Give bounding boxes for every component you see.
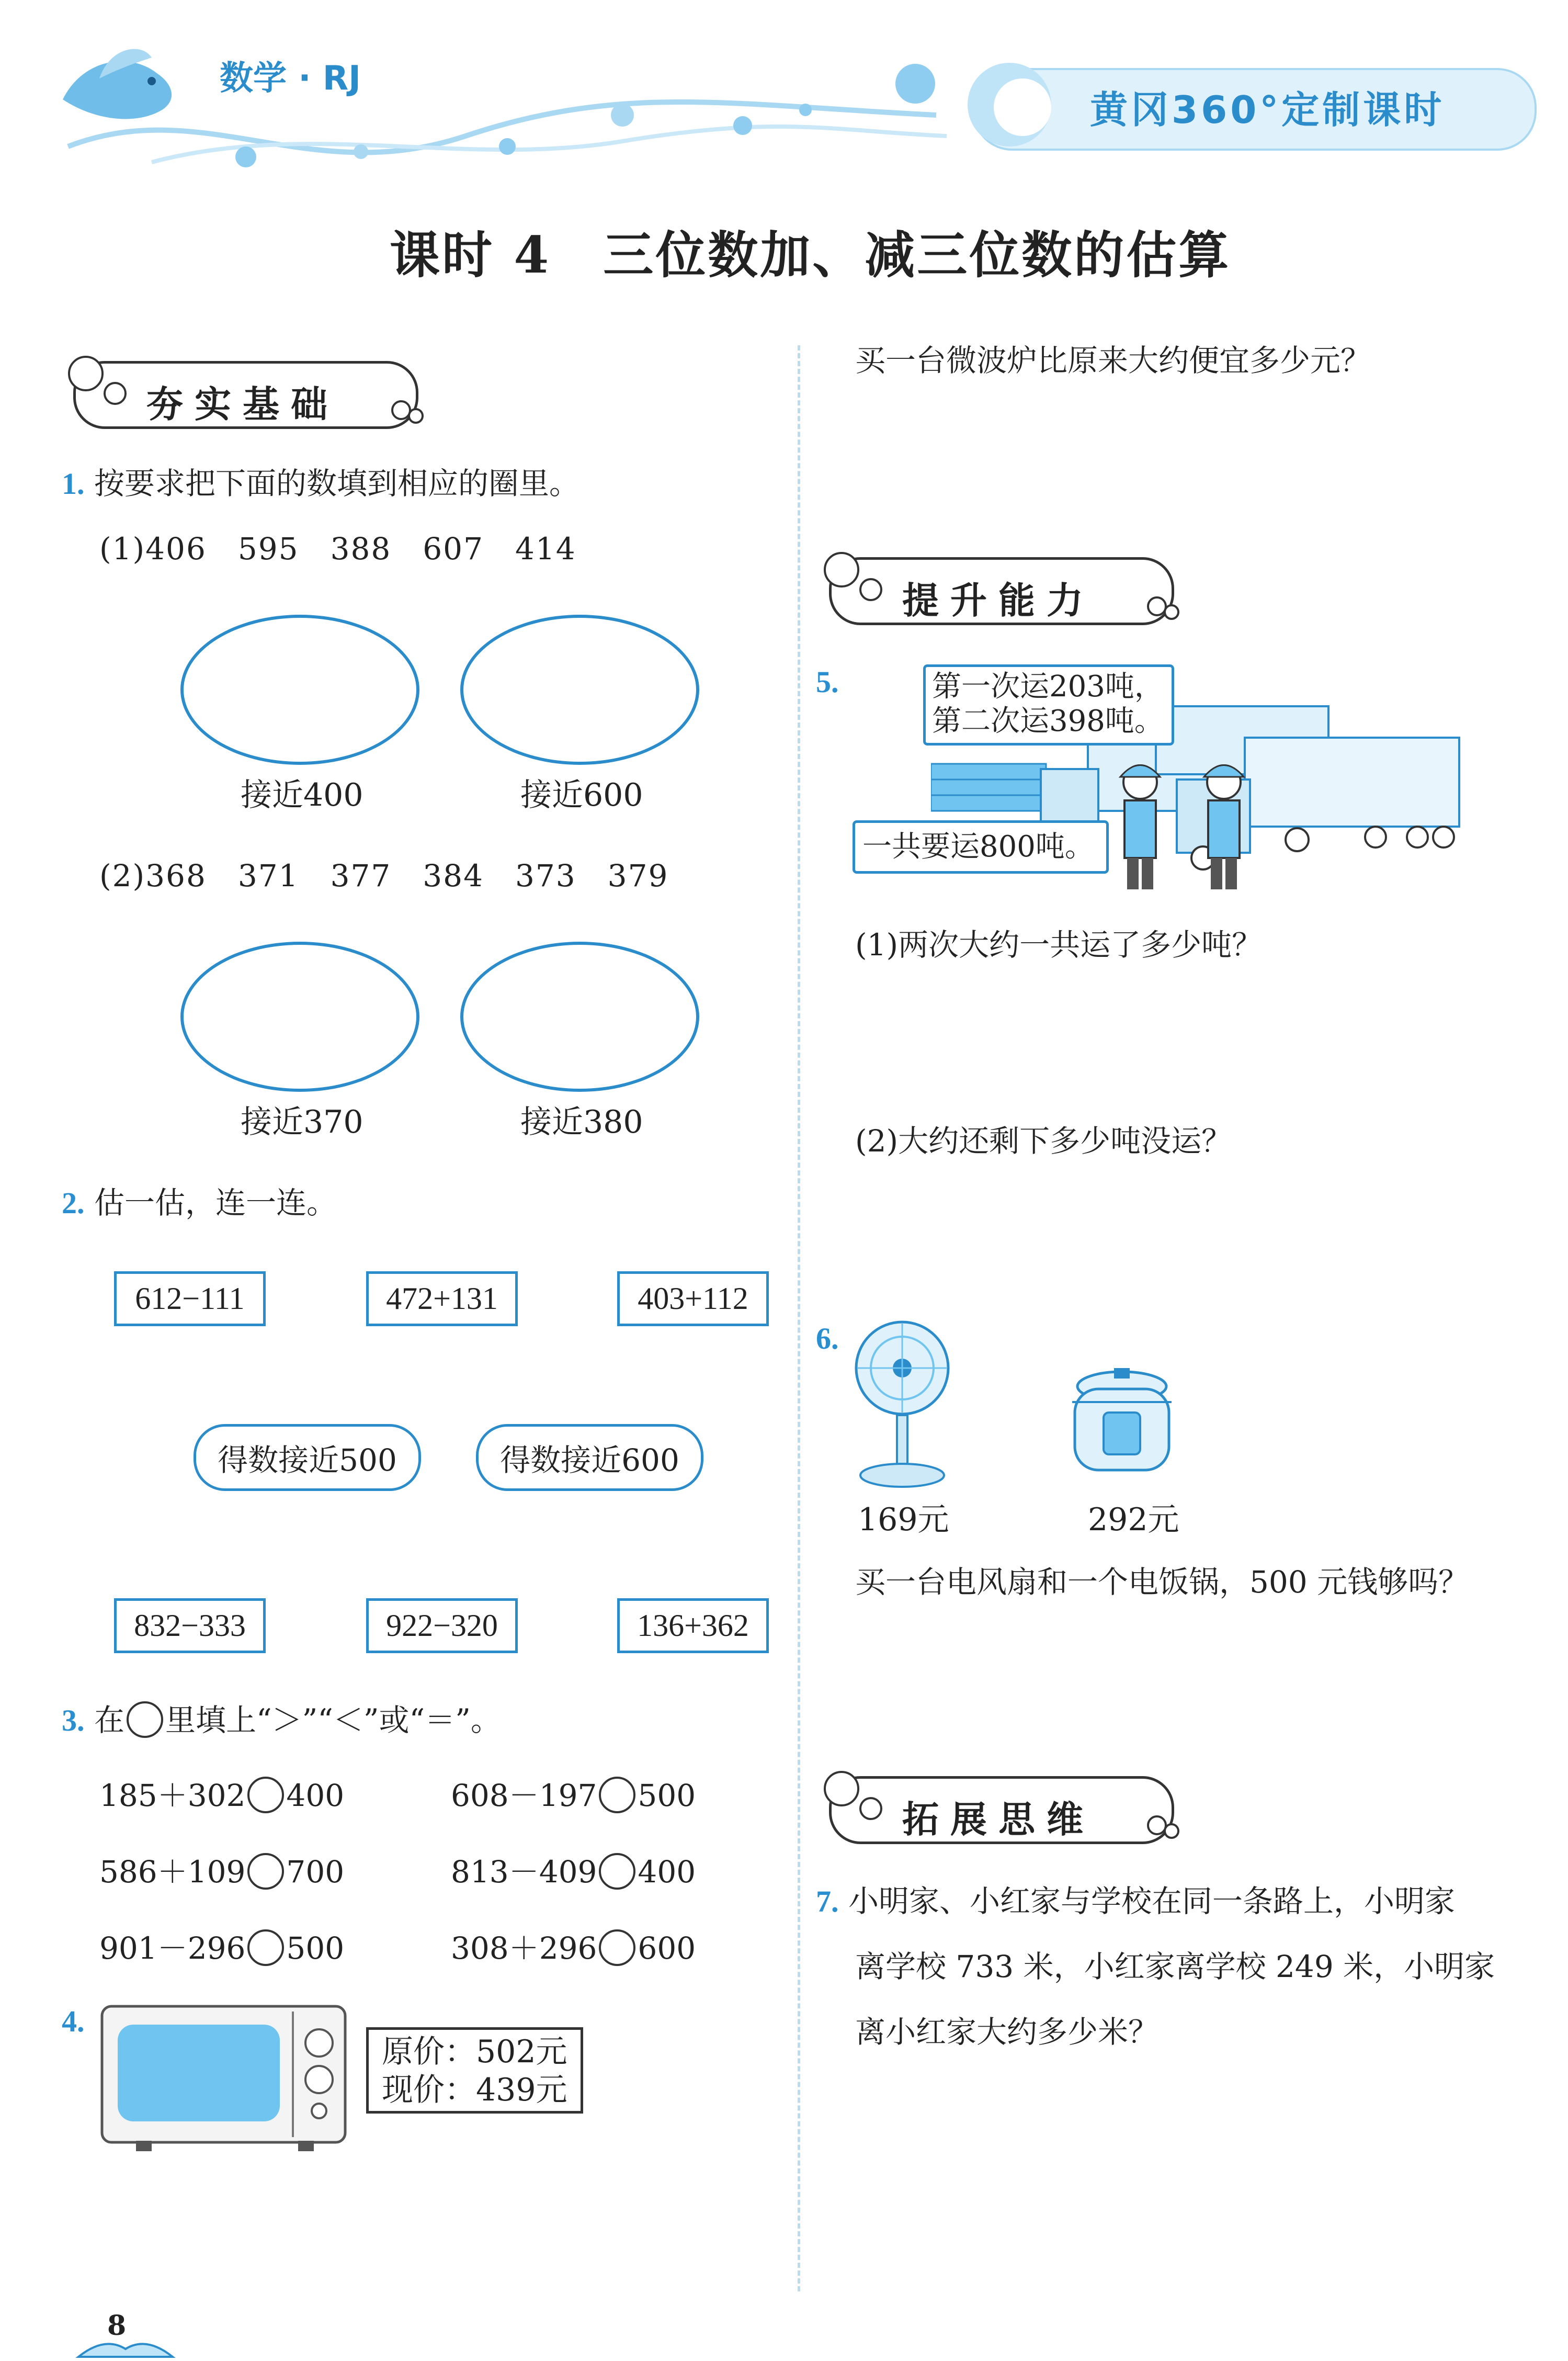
- target-ellipse[interactable]: 得数接近600: [476, 1424, 703, 1491]
- answer-ellipse[interactable]: [460, 942, 699, 1092]
- compare-left: 813－409: [451, 1854, 597, 1890]
- rice-cooker-icon: [1062, 1365, 1182, 1486]
- compare-right: 500: [286, 1930, 345, 1967]
- compare-right: 700: [286, 1854, 345, 1890]
- q1-part1-numbers: (1)406 595 388 607 414: [99, 531, 576, 567]
- badge-bubble: [408, 408, 424, 424]
- question-7-line-2: 离学校 733 米，小红家离学校 249 米，小明家: [855, 1949, 1495, 1984]
- answer-circle[interactable]: [599, 1929, 635, 1966]
- section-title-basics: 夯实基础: [146, 383, 339, 426]
- badge-bubble: [68, 356, 104, 391]
- ellipse-label: 接近380: [520, 1104, 643, 1140]
- badge-bubble: [1164, 604, 1179, 620]
- answer-circle[interactable]: [599, 1853, 635, 1890]
- compare-right: 500: [638, 1778, 696, 1814]
- ellipse-label: 接近600: [520, 777, 643, 814]
- compare-left: 185＋302: [99, 1778, 246, 1814]
- speech-bubble-total: [853, 820, 1109, 874]
- badge-bubble: [1164, 1823, 1179, 1839]
- question-number: 1.: [62, 467, 85, 501]
- question-number: 6.: [816, 1321, 839, 1355]
- section-title-extension: 拓展思维: [902, 1798, 1095, 1841]
- ellipse-label: 接近370: [241, 1104, 363, 1140]
- answer-circle[interactable]: [247, 1929, 284, 1966]
- question-text-after: 里填上“＞”“＜”或“＝”。: [165, 1702, 501, 1738]
- badge-bubble: [824, 552, 859, 588]
- book-icon: [73, 2333, 178, 2359]
- bird-icon: [52, 37, 188, 131]
- question-number: 3.: [62, 1703, 85, 1738]
- compare-left: 901－296: [99, 1930, 246, 1967]
- answer-ellipse[interactable]: [460, 615, 699, 765]
- page-title: 课时 4 三位数加、减三位数的估算: [390, 225, 1231, 285]
- answer-circle[interactable]: [247, 1777, 284, 1813]
- bubble-line-2: 第二次运398吨。: [932, 704, 1164, 738]
- badge-bubble: [859, 1797, 882, 1820]
- question-text-before: 在: [94, 1702, 124, 1738]
- question-7-line-3: 离小红家大约多少米？: [855, 2014, 1159, 2050]
- question-text: 小明家、小红家与学校在同一条路上，小明家: [848, 1883, 1455, 1919]
- cooker-price: 292元: [1088, 1501, 1179, 1538]
- price-now: 现价：439元: [382, 2072, 567, 2108]
- compare-item: [451, 1780, 696, 1816]
- q6-question: 买一台电风扇和一个电饭锅，500 元钱够吗？: [855, 1564, 1469, 1600]
- compare-left: 608－197: [451, 1778, 597, 1814]
- compare-item: [451, 1930, 696, 1969]
- price-tag: [366, 2027, 583, 2114]
- electric-fan-icon: [853, 1318, 952, 1491]
- compare-item: [99, 1780, 344, 1816]
- question-number: 4.: [62, 2004, 85, 2038]
- column-divider: [798, 345, 800, 2291]
- q5-sub1: (1)两次大约一共运了多少吨？: [855, 927, 1263, 963]
- badge-inner-circle: [994, 78, 1051, 136]
- answer-ellipse[interactable]: [180, 615, 419, 765]
- question-7-line-1: [816, 1883, 1455, 1919]
- bubble-line-1: 第一次运203吨，: [932, 670, 1164, 704]
- compare-item: [99, 1930, 345, 1969]
- badge-bubble: [104, 382, 127, 405]
- question-3: [62, 1704, 501, 1741]
- target-ellipse[interactable]: 得数接近500: [194, 1424, 421, 1491]
- answer-ellipse[interactable]: [180, 942, 419, 1092]
- question-text: 估一估，连一连。: [94, 1185, 337, 1221]
- series-label: 黄冈360°定制课时: [1090, 88, 1445, 132]
- compare-right: 600: [638, 1930, 696, 1967]
- compare-right: 400: [286, 1778, 345, 1814]
- expression-box[interactable]: 403+112: [617, 1271, 769, 1326]
- question-number: 5.: [816, 665, 839, 699]
- q5-sub2: (2)大约还剩下多少吨没运？: [855, 1123, 1232, 1159]
- answer-circle[interactable]: [247, 1853, 284, 1890]
- compare-right: 400: [638, 1854, 696, 1890]
- page-number: 8: [107, 2310, 127, 2342]
- fan-price: 169元: [858, 1501, 949, 1538]
- badge-bubble: [824, 1771, 859, 1806]
- question-number: 2.: [62, 1186, 85, 1220]
- compare-left: 586＋109: [99, 1854, 246, 1890]
- bubble-total: 一共要运800吨。: [862, 830, 1094, 864]
- expression-box[interactable]: 612−111: [114, 1271, 266, 1326]
- answer-circle[interactable]: [599, 1777, 635, 1813]
- section-title-ability: 提升能力: [902, 579, 1095, 622]
- expression-box[interactable]: 832−333: [114, 1598, 266, 1653]
- q4-question: 买一台微波炉比原来大约便宜多少元？: [855, 343, 1371, 378]
- price-original: 原价：502元: [382, 2034, 567, 2070]
- ellipse-label: 接近400: [241, 777, 363, 814]
- question-1: [62, 468, 580, 499]
- badge-bubble: [859, 578, 882, 601]
- series-badge: [973, 68, 1537, 151]
- question-number: 7.: [816, 1884, 839, 1918]
- compare-left: 308＋296: [451, 1930, 597, 1967]
- compare-item: [99, 1856, 344, 1893]
- microwave-icon: [99, 2004, 350, 2155]
- compare-item: [451, 1856, 696, 1893]
- question-text: 按要求把下面的数填到相应的圈里。: [94, 466, 580, 501]
- speech-bubble-shipments: [923, 664, 1174, 745]
- q1-part2-numbers: (2)368 371 377 384 373 379: [99, 858, 669, 894]
- question-2: [62, 1185, 337, 1221]
- blank-circle-icon: [127, 1701, 163, 1738]
- expression-box[interactable]: 922−320: [366, 1598, 518, 1653]
- expression-box[interactable]: 136+362: [617, 1598, 769, 1653]
- subject-label: 数学 · RJ: [220, 59, 361, 98]
- expression-box[interactable]: 472+131: [366, 1271, 518, 1326]
